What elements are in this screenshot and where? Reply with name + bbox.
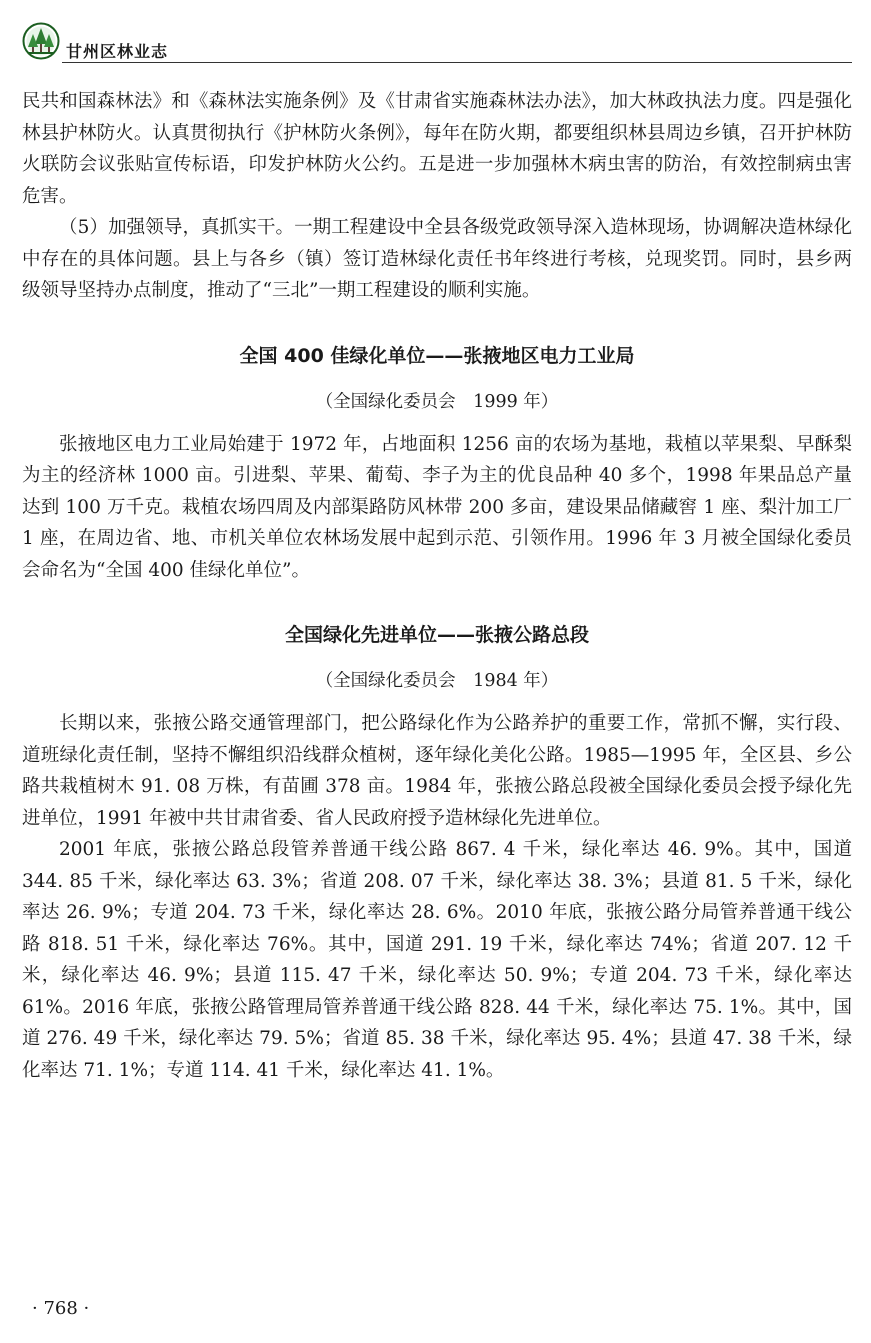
section-source-power-bureau: （全国绿化委员会 1999 年） [315, 391, 559, 412]
section-paragraph-power-bureau: 张掖地区电力工业局始建于 1972 年，占地面积 1256 亩的农场为基地，栽植以苹果梨、早酥梨为主的经济林 1000 亩。引进梨、苹果、葡萄、李子为主的优良品种 40 多个，1998 年果品总产量达到 100 万千克。栽植农场四周及内部渠路防风林带 200 多亩，建设果品储藏窖 1 座、梨汁加工厂 1 座，在周边省、地、市机关单位农林场发展中起到示范、引领作用。1996 年 3 月被全国绿化委员会命名为“全国 400 佳绿化单位”。 [22, 433, 852, 581]
section-paragraph-highway-stats: 2001 年底，张掖公路总段管养普通干线公路 867. 4 千米，绿化率达 46. 9%。其中，国道 344. 85 千米，绿化率达 63. 3%；省道 208. 07 千米，绿化率达 38. 3%；县道 81. 5 千米，绿化率达 26. 9%；专道 204. 73 千米，绿化率达 28. 6%。2010 年底，张掖公路分局管养普通干线公路 818. 51 千米，绿化率达 76%。其中，国道 291. 19 千米，绿化率达 74%；省道 207. 12 千米，绿化率达 46. 9%；县道 115. 47 千米，绿化率达 50. 9%；专道 204. 73 千米，绿化率达 61%。2016 年底，张掖公路管理局管养普通干线公路 828. 44 千米，绿化率达 75. 1%。其中，国道 276. 49 千米，绿化率达 79. 5%；省道 85. 38 千米，绿化率达 95. 4%；县道 47. 38 千米，绿化率达 71. 1%；专道 114. 41 千米，绿化率达 41. 1%。 [22, 839, 852, 1081]
page-header [22, 22, 852, 64]
section-paragraph-highway-history: 长期以来，张掖公路交通管理部门，把公路绿化作为公路养护的重要工作，常抓不懈，实行段、道班绿化责任制，坚持不懈组织沿线群众植树，逐年绿化美化公路。1985—1995 年，全区县、乡公路共栽植树木 91. 08 万株，有苗圃 378 亩。1984 年，张掖公路总段被全国绿化委员会授予绿化先进单位，1991 年被中共甘肃省委、省人民政府授予造林绿化先进单位。 [22, 713, 852, 829]
section-title-highway-bureau: 全国绿化先进单位——张掖公路总段 [284, 624, 589, 646]
header-divider [62, 62, 852, 63]
intro-paragraph-leadership: （5）加强领导，真抓实干。一期工程建设中全县各级党政领导深入造林现场，协调解决造林绿化中存在的具体问题。县上与各乡（镇）签订造林绿化责任书年终进行考核，兑现奖罚。同时，县乡两级领导坚持办点制度，推动了“三北”一期工程建设的顺利实施。 [22, 217, 852, 301]
page-body [22, 86, 852, 1086]
forest-trees-logo-icon [22, 22, 60, 60]
page-number: · 768 · [32, 1298, 90, 1319]
book-title: 甘州区林业志 [66, 42, 169, 61]
section-title-power-bureau: 全国 400 佳绿化单位——张掖地区电力工业局 [239, 344, 635, 367]
intro-paragraph-continued: 民共和国森林法》和《森林法实施条例》及《甘肃省实施森林法办法》，加大林政执法力度。四是强化林县护林防火。认真贯彻执行《护林防火条例》，每年在防火期，都要组织林县周边乡镇，召开护林防火联防会议张贴宣传标语，印发护林防火公约。五是进一步加强林木病虫害的防治，有效控制病虫害危害。 [22, 91, 852, 207]
section-source-highway-bureau: （全国绿化委员会 1984 年） [315, 671, 559, 691]
